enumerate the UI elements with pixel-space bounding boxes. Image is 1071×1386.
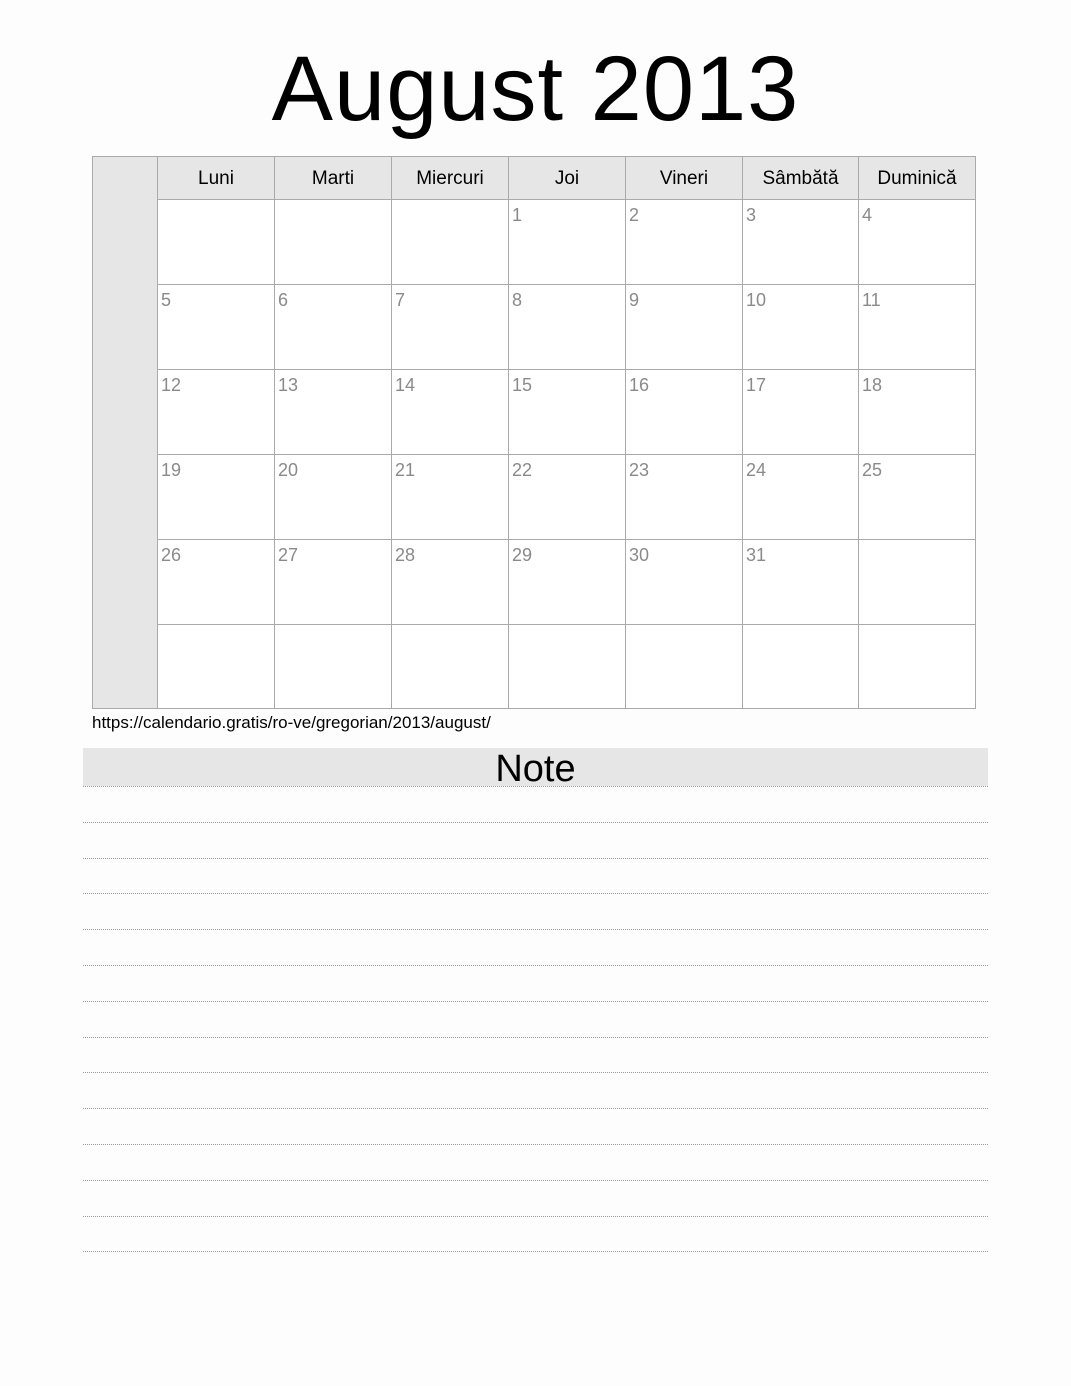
day-number: 4 [862, 205, 873, 225]
note-line[interactable] [83, 929, 988, 930]
day-number: 14 [395, 375, 416, 395]
day-cell[interactable] [392, 370, 509, 455]
note-line[interactable] [83, 1001, 988, 1002]
note-line[interactable] [83, 1216, 988, 1217]
notes-title: Note [83, 748, 988, 786]
day-cell[interactable] [509, 200, 626, 285]
day-cell[interactable] [626, 625, 743, 708]
day-cell[interactable] [158, 625, 275, 708]
calendar-days [158, 200, 975, 708]
day-number: 27 [278, 545, 299, 565]
note-line[interactable] [83, 965, 988, 966]
day-number: 21 [395, 460, 416, 480]
weekday-header: Duminică [877, 168, 957, 189]
day-cell[interactable] [158, 285, 275, 370]
day-number: 16 [629, 375, 650, 395]
weekday-header: Vineri [626, 157, 743, 199]
day-number: 11 [862, 290, 881, 310]
day-number: 19 [161, 460, 182, 480]
day-cell[interactable] [509, 625, 626, 708]
day-cell[interactable] [158, 455, 275, 540]
week-number-column [93, 157, 158, 708]
day-cell[interactable] [626, 540, 743, 625]
day-cell[interactable] [509, 285, 626, 370]
day-number: 17 [746, 375, 767, 395]
day-cell[interactable] [626, 200, 743, 285]
day-number: 24 [746, 460, 767, 480]
day-number: 18 [862, 375, 883, 395]
note-line[interactable] [83, 858, 988, 859]
day-number: 13 [278, 375, 299, 395]
day-cell[interactable] [275, 540, 392, 625]
day-cell[interactable] [743, 200, 859, 285]
day-number: 26 [161, 545, 182, 565]
day-cell[interactable] [859, 200, 975, 285]
day-cell[interactable] [275, 455, 392, 540]
day-cell[interactable] [743, 285, 859, 370]
weekday-header: Luni [158, 157, 275, 199]
day-cell[interactable] [859, 285, 975, 370]
day-cell[interactable] [743, 455, 859, 540]
weekday-header: Miercuri [392, 157, 509, 199]
source-url: https://calendario.gratis/ro-ve/gregorian/2013/august/ [92, 713, 491, 732]
weekday-header-row [158, 157, 975, 200]
day-cell[interactable] [743, 370, 859, 455]
day-cell[interactable] [275, 285, 392, 370]
day-cell[interactable] [158, 540, 275, 625]
day-number: 28 [395, 545, 416, 565]
day-number: 3 [746, 205, 757, 225]
note-line[interactable] [83, 893, 988, 894]
day-cell[interactable] [626, 285, 743, 370]
day-number: 7 [395, 290, 406, 310]
day-number: 30 [629, 545, 650, 565]
day-number: 23 [629, 460, 650, 480]
day-number: 2 [629, 205, 640, 225]
weekday-header: Marti [275, 157, 392, 199]
note-line[interactable] [83, 1108, 988, 1109]
day-number: 1 [512, 205, 523, 225]
day-number: 29 [512, 545, 533, 565]
day-cell[interactable] [509, 455, 626, 540]
day-cell[interactable] [626, 455, 743, 540]
day-cell[interactable] [859, 625, 975, 708]
calendar-grid [92, 156, 976, 709]
day-number: 6 [278, 290, 289, 310]
day-number: 10 [746, 290, 767, 310]
day-cell[interactable] [275, 200, 392, 285]
day-cell[interactable] [158, 200, 275, 285]
day-number: 20 [278, 460, 299, 480]
day-cell[interactable] [275, 370, 392, 455]
note-line[interactable] [83, 1144, 988, 1145]
day-number: 12 [161, 375, 182, 395]
note-line[interactable] [83, 786, 988, 787]
note-line[interactable] [83, 822, 988, 823]
day-cell[interactable] [743, 540, 859, 625]
weekday-header: Sâmbătă [743, 157, 859, 199]
day-cell[interactable] [859, 540, 975, 625]
day-cell[interactable] [509, 540, 626, 625]
note-line[interactable] [83, 1251, 988, 1252]
day-number: 9 [629, 290, 640, 310]
day-cell[interactable] [392, 200, 509, 285]
day-cell[interactable] [626, 370, 743, 455]
day-cell[interactable] [392, 625, 509, 708]
page-title: August 2013 [271, 38, 800, 140]
day-number: 5 [161, 290, 172, 310]
day-number: 8 [512, 290, 523, 310]
day-cell[interactable] [509, 370, 626, 455]
day-cell[interactable] [859, 370, 975, 455]
day-cell[interactable] [392, 455, 509, 540]
day-cell[interactable] [392, 540, 509, 625]
day-cell[interactable] [743, 625, 859, 708]
note-line[interactable] [83, 1072, 988, 1073]
day-cell[interactable] [392, 285, 509, 370]
note-line[interactable] [83, 1037, 988, 1038]
day-number: 15 [512, 375, 533, 395]
day-number: 25 [862, 460, 883, 480]
day-cell[interactable] [275, 625, 392, 708]
day-cell[interactable] [859, 455, 975, 540]
day-number: 31 [746, 545, 767, 565]
weekday-header: Joi [509, 157, 626, 199]
day-number: 22 [512, 460, 533, 480]
note-line[interactable] [83, 1180, 988, 1181]
day-cell[interactable] [158, 370, 275, 455]
